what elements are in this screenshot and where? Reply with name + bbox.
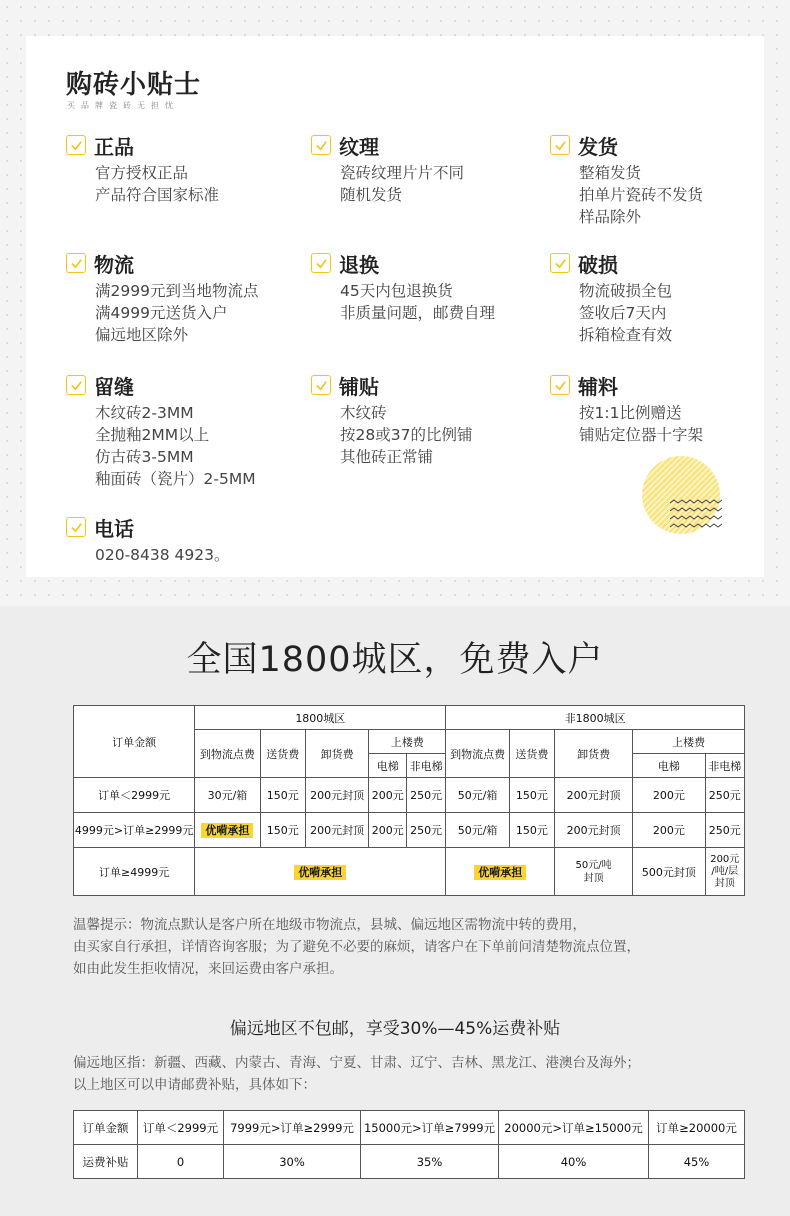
tip-title: 破损	[578, 252, 618, 277]
remote-line: 以上地区可以申请邮费补贴，具体如下：	[73, 1077, 316, 1093]
cell: 200元封顶	[555, 813, 633, 848]
tip-title: 电话	[94, 516, 134, 541]
cell: 30%	[224, 1145, 361, 1179]
tip-lines	[340, 162, 541, 206]
no-elevator-header: 非电梯	[406, 754, 445, 778]
tip-title: 发货	[578, 134, 618, 159]
covered-badge: 优嗬承担	[474, 865, 526, 880]
cell: 50元/箱	[446, 813, 509, 848]
cell: 20000元>订单≥15000元	[499, 1111, 649, 1145]
shipping-section	[0, 606, 790, 1216]
cell: 500元封顶	[633, 848, 705, 896]
tip-line: 全抛釉2MM以上	[95, 426, 210, 444]
tip-line: 偏远地区除外	[95, 326, 189, 344]
tip-lines	[95, 402, 296, 490]
tip-line: 仿古砖3-5MM	[95, 448, 194, 466]
tip-item	[66, 372, 296, 490]
tip-line: 产品符合国家标准	[95, 186, 220, 204]
tips-card	[26, 36, 764, 577]
remote-headline: 偏远地区不包邮，享受30%—45%运费补贴	[229, 1019, 561, 1039]
tip-line: 按1:1比例赠送	[579, 404, 682, 422]
tip-header	[550, 250, 764, 276]
tip-line: 木纹砖2-3MM	[95, 404, 194, 422]
tip-item	[66, 514, 296, 566]
tip-header	[550, 132, 764, 158]
tip-line: 随机发货	[340, 186, 403, 204]
cell: 150元	[509, 778, 554, 813]
unloading-header: 卸货费	[555, 730, 633, 778]
tip-line: 020-8438 4923。	[95, 546, 230, 564]
remote-line: 偏远地区指：新疆、西藏、内蒙古、青海、宁夏、甘肃、辽宁、吉林、黑龙江、港澳台及海外；	[73, 1055, 640, 1071]
covered-badge: 优嗬承担	[294, 865, 346, 880]
tip-item	[550, 372, 764, 446]
cell	[195, 813, 260, 848]
tip-item	[66, 250, 296, 346]
tips-section	[0, 0, 790, 606]
tip-lines	[95, 280, 296, 346]
checkmark-icon	[550, 135, 570, 155]
cell: 订单≥20000元	[649, 1111, 745, 1145]
tip-header	[311, 250, 541, 276]
tip-line: 45天内包退换货	[340, 282, 453, 300]
tip-line: 样品除外	[579, 208, 642, 226]
tip-title: 物流	[94, 252, 134, 277]
tip-item	[311, 372, 541, 468]
tip-header	[66, 514, 296, 540]
row-label: 4999元>订单≥2999元	[74, 813, 195, 848]
tip-line: 拍单片瓷砖不发货	[579, 186, 704, 204]
tip-line: 铺贴定位器十字架	[579, 426, 704, 444]
cell: 7999元>订单≥2999元	[224, 1111, 361, 1145]
checkmark-icon	[66, 517, 86, 537]
to-logistics-header: 到物流点费	[195, 730, 260, 778]
cell: 15000元>订单≥7999元	[361, 1111, 499, 1145]
zigzag-decoration-icon	[670, 499, 722, 529]
tip-header	[311, 372, 541, 398]
table-row	[74, 1111, 745, 1145]
cell: 200元	[369, 778, 406, 813]
row-label: 订单≥4999元	[74, 848, 195, 896]
cell: 30元/箱	[195, 778, 260, 813]
cell: 200元	[633, 813, 705, 848]
tip-lines	[340, 280, 541, 324]
checkmark-icon	[311, 135, 331, 155]
tip-header	[311, 132, 541, 158]
tip-line: 签收后7天内	[579, 304, 667, 322]
merged-cell	[446, 848, 555, 896]
tip-header	[66, 372, 296, 398]
tip-line: 官方授权正品	[95, 164, 189, 182]
remote-description	[73, 1052, 753, 1096]
note-line: 如由此发生拒收情况，来回运费由客户承担。	[73, 961, 343, 977]
tip-title: 纹理	[339, 134, 379, 159]
tip-line: 整箱发货	[579, 164, 642, 182]
zone-a-header: 1800城区	[195, 706, 446, 730]
zone-b-header: 非1800城区	[446, 706, 745, 730]
cell: 运费补贴	[74, 1145, 138, 1179]
tip-line: 物流破损全包	[579, 282, 673, 300]
table-row	[74, 848, 745, 896]
cell: 150元	[260, 778, 305, 813]
table-row	[74, 813, 745, 848]
tips-title: 购砖小贴士	[66, 70, 202, 100]
cell: 250元	[406, 813, 445, 848]
tips-subtitle: 买品牌瓷砖无担忧	[67, 101, 179, 110]
merged-cell	[195, 848, 446, 896]
tip-lines	[579, 162, 764, 228]
covered-badge: 优嗬承担	[201, 823, 253, 838]
cell: 订单金额	[74, 1111, 138, 1145]
cell: 订单＜2999元	[138, 1111, 224, 1145]
cell: 200元封顶	[555, 778, 633, 813]
shipping-note	[73, 914, 753, 980]
cell: 200元封顶	[305, 778, 369, 813]
cell: 250元	[705, 778, 745, 813]
cell: 200元封顶	[305, 813, 369, 848]
no-elevator-header: 非电梯	[705, 754, 745, 778]
delivery-header: 送货费	[509, 730, 554, 778]
tip-line: 非质量问题，邮费自理	[340, 304, 496, 322]
cell: 250元	[406, 778, 445, 813]
tip-item	[66, 132, 296, 206]
cell: 200元	[369, 813, 406, 848]
upstairs-header: 上楼费	[633, 730, 745, 754]
checkmark-icon	[311, 375, 331, 395]
cell: 150元	[260, 813, 305, 848]
elevator-header: 电梯	[369, 754, 406, 778]
checkmark-icon	[66, 375, 86, 395]
shipping-headline: 全国1800城区，免费入户	[186, 640, 604, 680]
elevator-header: 电梯	[633, 754, 705, 778]
tip-title: 辅料	[578, 374, 618, 399]
note-line: 由买家自行承担，详情咨询客服；为了避免不必要的麻烦，请客户在下单前问清楚物流点位置，	[73, 939, 640, 955]
tip-lines	[95, 162, 296, 206]
tip-line: 釉面砖（瓷片）2-5MM	[95, 470, 256, 488]
order-amount-header: 订单金额	[74, 706, 195, 778]
upstairs-header: 上楼费	[369, 730, 446, 754]
tip-lines	[340, 402, 541, 468]
tip-header	[550, 372, 764, 398]
cell: 50元/吨 封顶	[555, 848, 633, 896]
cell: 40%	[499, 1145, 649, 1179]
checkmark-icon	[550, 375, 570, 395]
cell: 45%	[649, 1145, 745, 1179]
cell: 150元	[509, 813, 554, 848]
checkmark-icon	[66, 253, 86, 273]
cell: 35%	[361, 1145, 499, 1179]
table-row	[74, 778, 745, 813]
tip-lines	[579, 280, 764, 346]
tip-item	[550, 132, 764, 228]
tip-header	[66, 250, 296, 276]
tip-item	[550, 250, 764, 346]
unloading-header: 卸货费	[305, 730, 369, 778]
tip-title: 退换	[339, 252, 379, 277]
cell: 50元/箱	[446, 778, 509, 813]
cell: 200元 /吨/层 封顶	[705, 848, 745, 896]
tip-header	[66, 132, 296, 158]
cell: 0	[138, 1145, 224, 1179]
cell: 200元	[633, 778, 705, 813]
tip-item	[311, 250, 541, 324]
tip-line: 其他砖正常铺	[340, 448, 434, 466]
tip-title: 正品	[94, 134, 134, 159]
delivery-header: 送货费	[260, 730, 305, 778]
tip-title: 留缝	[94, 374, 134, 399]
tip-line: 瓷砖纹理片片不同	[340, 164, 465, 182]
tip-line: 满4999元送货入户	[95, 304, 228, 322]
tip-item	[311, 132, 541, 206]
to-logistics-header: 到物流点费	[446, 730, 509, 778]
checkmark-icon	[66, 135, 86, 155]
tip-line: 拆箱检查有效	[579, 326, 673, 344]
checkmark-icon	[550, 253, 570, 273]
tip-lines	[95, 544, 296, 566]
tip-line: 木纹砖	[340, 404, 387, 422]
cell: 250元	[705, 813, 745, 848]
tip-title: 铺贴	[339, 374, 379, 399]
checkmark-icon	[311, 253, 331, 273]
note-line: 温馨提示：物流点默认是客户所在地级市物流点，县城、偏远地区需物流中转的费用，	[73, 917, 586, 933]
subsidy-table	[73, 1110, 745, 1179]
table-row	[74, 1145, 745, 1179]
shipping-fee-table	[73, 705, 745, 896]
tip-line: 满2999元到当地物流点	[95, 282, 259, 300]
tip-lines	[579, 402, 764, 446]
tip-line: 按28或37的比例铺	[340, 426, 473, 444]
row-label: 订单＜2999元	[74, 778, 195, 813]
